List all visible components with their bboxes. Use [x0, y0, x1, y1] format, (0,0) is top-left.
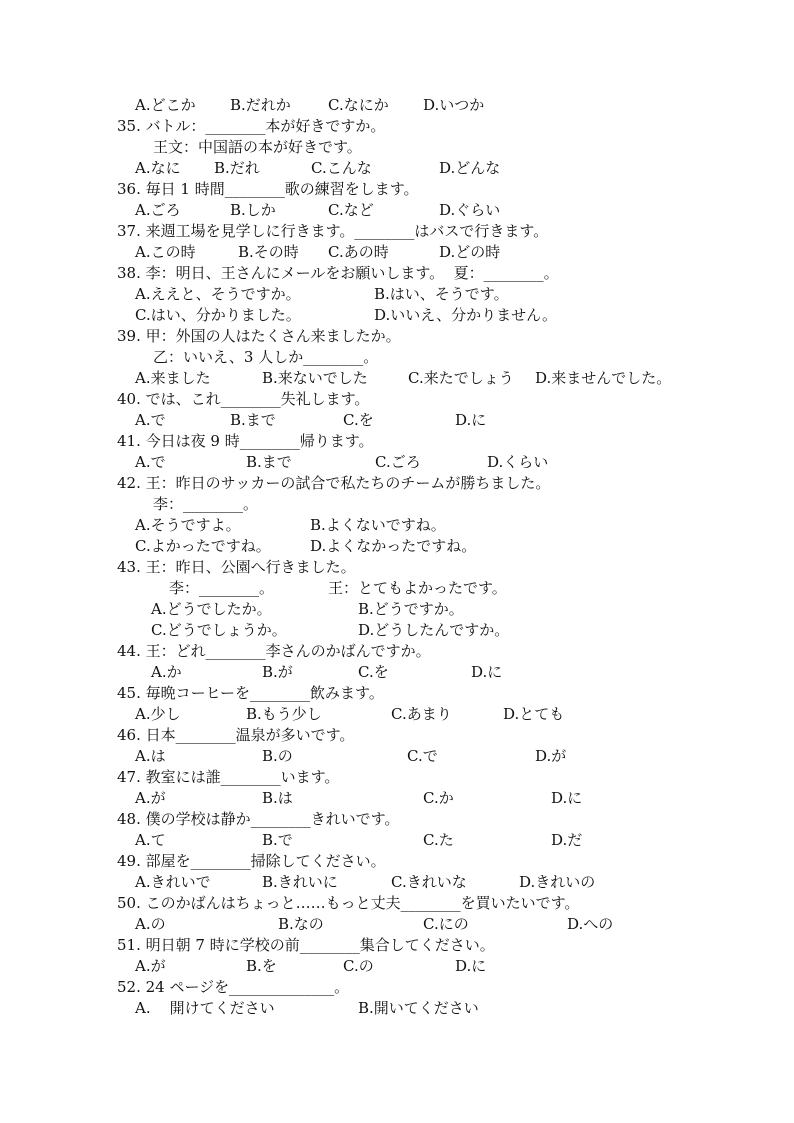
answer-option: C.た [423, 831, 454, 849]
answer-option: A. 開けてください [135, 999, 275, 1017]
worksheet-line [0, 746, 794, 766]
answer-option: C.を [358, 663, 389, 681]
answer-option: C.の [343, 957, 374, 975]
answer-option: D.とても [503, 705, 565, 723]
answer-option: A.か [151, 663, 182, 681]
worksheet-line [0, 347, 794, 367]
question-text: 42. 王：昨日のサッカーの試合で私たちのチームが勝ちました。 [117, 474, 551, 492]
answer-option: A.少し [135, 705, 181, 723]
worksheet-line [0, 221, 794, 241]
answer-option: B.きれいに [262, 873, 338, 891]
worksheet-line [0, 767, 794, 787]
worksheet-line [0, 641, 794, 661]
answer-option: A.なに [135, 159, 181, 177]
answer-option: A.て [135, 831, 166, 849]
answer-option: C.こんな [311, 159, 372, 177]
worksheet-line [0, 578, 794, 598]
worksheet-line [0, 326, 794, 346]
question-text: 43. 王：昨日、公園へ行きました。 [117, 558, 356, 576]
worksheet-line [0, 263, 794, 283]
question-text: 52. 24 ページを______________。 [117, 978, 350, 996]
worksheet-line [0, 389, 794, 409]
answer-option: B.その時 [238, 243, 299, 261]
answer-option: B.が [262, 663, 293, 681]
answer-option: C.を [343, 411, 374, 429]
answer-option: D.への [567, 915, 614, 933]
answer-option: B.よくないですね。 [310, 516, 446, 534]
worksheet-line [0, 305, 794, 325]
worksheet-line [0, 599, 794, 619]
worksheet-line [0, 557, 794, 577]
question-text: 51. 明日朝 7 時に学校の前________集合してください。 [117, 936, 495, 954]
answer-option: B.だれ [214, 159, 260, 177]
question-text: 35. バトル：________本が好きですか。 [117, 117, 386, 135]
worksheet-line [0, 431, 794, 451]
answer-option: C.か [423, 789, 454, 807]
answer-option: D.きれいの [519, 873, 596, 891]
answer-option: A.どうでしたか。 [151, 600, 272, 618]
question-text: 45. 毎晩コーヒーを________飲みます。 [117, 684, 384, 702]
answer-option: C.で [407, 747, 438, 765]
answer-option: C.はい、分かりました。 [135, 306, 301, 324]
answer-option: A.ええと、そうですか。 [135, 285, 301, 303]
answer-option: A.きれいで [135, 873, 211, 891]
answer-option: C.来たでしょう [408, 369, 514, 387]
answer-option: C.にの [423, 915, 469, 933]
answer-option: D.に [455, 411, 487, 429]
worksheet-line [0, 515, 794, 535]
question-text: 48. 僕の学校は静か________きれいです。 [117, 810, 400, 828]
worksheet-line [0, 242, 794, 262]
question-text: 李：________。 [153, 495, 259, 513]
worksheet-line [0, 977, 794, 997]
answer-option: A.そうですよ。 [135, 516, 241, 534]
question-text: 41. 今日は夜 9 時________帰ります。 [117, 432, 374, 450]
worksheet-line [0, 137, 794, 157]
worksheet-line [0, 95, 794, 115]
worksheet-line [0, 956, 794, 976]
question-text: 46. 日本________温泉が多いです。 [117, 726, 355, 744]
worksheet-line [0, 704, 794, 724]
question-text: 39. 甲：外国の人はたくさん来ましたか。 [117, 327, 401, 345]
answer-option: 李：________。 [169, 579, 275, 597]
answer-option: C.あまり [391, 705, 452, 723]
answer-option: 王：とてもよかったです。 [328, 579, 507, 597]
answer-option: D.どうしたんですか。 [358, 621, 510, 639]
worksheet-line [0, 368, 794, 388]
question-text: 49. 部屋を________掃除してください。 [117, 852, 386, 870]
worksheet-line [0, 809, 794, 829]
question-text: 乙：いいえ、3 人しか________。 [153, 348, 379, 366]
worksheet-line [0, 158, 794, 178]
answer-option: B.どうですか。 [358, 600, 464, 618]
worksheet-line [0, 683, 794, 703]
worksheet-line [0, 179, 794, 199]
answer-option: C.ごろ [375, 453, 421, 471]
answer-option: A.どこか [135, 96, 196, 114]
answer-option: A.で [135, 411, 166, 429]
answer-option: C.など [328, 201, 374, 219]
worksheet-line [0, 662, 794, 682]
worksheet-line [0, 452, 794, 472]
worksheet-line [0, 935, 794, 955]
answer-option: B.は [262, 789, 293, 807]
worksheet-line [0, 830, 794, 850]
answer-option: B.しか [230, 201, 276, 219]
worksheet-line [0, 872, 794, 892]
answer-option: D.どの時 [439, 243, 501, 261]
worksheet-line [0, 536, 794, 556]
answer-option: B.なの [278, 915, 324, 933]
answer-option: B.開いてください [358, 999, 479, 1017]
worksheet-line [0, 851, 794, 871]
answer-option: C.あの時 [328, 243, 389, 261]
worksheet-line [0, 725, 794, 745]
question-text: 50. このかばんはちょっと……もっと丈夫________を買いたいです。 [117, 894, 580, 912]
answer-option: A.は [135, 747, 166, 765]
answer-option: A.ごろ [135, 201, 181, 219]
question-text: 36. 毎日 1 時間________歌の練習をします。 [117, 180, 419, 198]
answer-option: D.いつか [423, 96, 485, 114]
answer-option: A.の [135, 915, 166, 933]
answer-option: D.だ [551, 831, 583, 849]
worksheet-line [0, 620, 794, 640]
answer-option: B.を [246, 957, 277, 975]
answer-option: D.ぐらい [439, 201, 501, 219]
answer-option: D.くらい [487, 453, 549, 471]
answer-option: D.に [471, 663, 503, 681]
answer-option: B.はい、そうです。 [374, 285, 509, 303]
worksheet-line [0, 473, 794, 493]
answer-option: C.なにか [328, 96, 389, 114]
worksheet-line [0, 998, 794, 1018]
answer-option: D.よくなかったですね。 [310, 537, 477, 555]
question-text: 王文：中国語の本が好きです。 [153, 138, 362, 156]
question-text: 44. 王：どれ________李さんのかばんですか。 [117, 642, 431, 660]
answer-option: D.いいえ、分かりません。 [374, 306, 558, 324]
answer-option: C.どうでしょうか。 [151, 621, 287, 639]
worksheet-line [0, 284, 794, 304]
question-text: 38. 李：明日、王さんにメールをお願いします。 夏：________。 [117, 264, 559, 282]
answer-option: A.が [135, 957, 166, 975]
answer-option: B.で [262, 831, 293, 849]
worksheet-line [0, 116, 794, 136]
answer-option: B.の [262, 747, 293, 765]
worksheet-line [0, 914, 794, 934]
answer-option: B.来ないでした [262, 369, 368, 387]
answer-option: D.に [551, 789, 583, 807]
answer-option: A.来ました [135, 369, 211, 387]
answer-option: B.まで [230, 411, 276, 429]
answer-option: D.が [535, 747, 567, 765]
answer-option: D.に [455, 957, 487, 975]
answer-option: C.よかったですね。 [135, 537, 271, 555]
answer-option: B.だれか [230, 96, 291, 114]
answer-option: D.どんな [439, 159, 501, 177]
answer-option: C.きれいな [391, 873, 467, 891]
worksheet-line [0, 788, 794, 808]
worksheet-line [0, 200, 794, 220]
answer-option: B.まで [246, 453, 292, 471]
question-text: 37. 来週工場を見学しに行きます。________はバスで行きます。 [117, 222, 549, 240]
worksheet-line [0, 494, 794, 514]
answer-option: A.この時 [135, 243, 196, 261]
answer-option: D.来ませんでした。 [535, 369, 672, 387]
worksheet-line [0, 893, 794, 913]
answer-option: B.もう少し [246, 705, 322, 723]
question-text: 47. 教室には誰________います。 [117, 768, 340, 786]
question-text: 40. では、これ________失礼します。 [117, 390, 370, 408]
answer-option: A.で [135, 453, 166, 471]
answer-option: A.が [135, 789, 166, 807]
worksheet-line [0, 410, 794, 430]
